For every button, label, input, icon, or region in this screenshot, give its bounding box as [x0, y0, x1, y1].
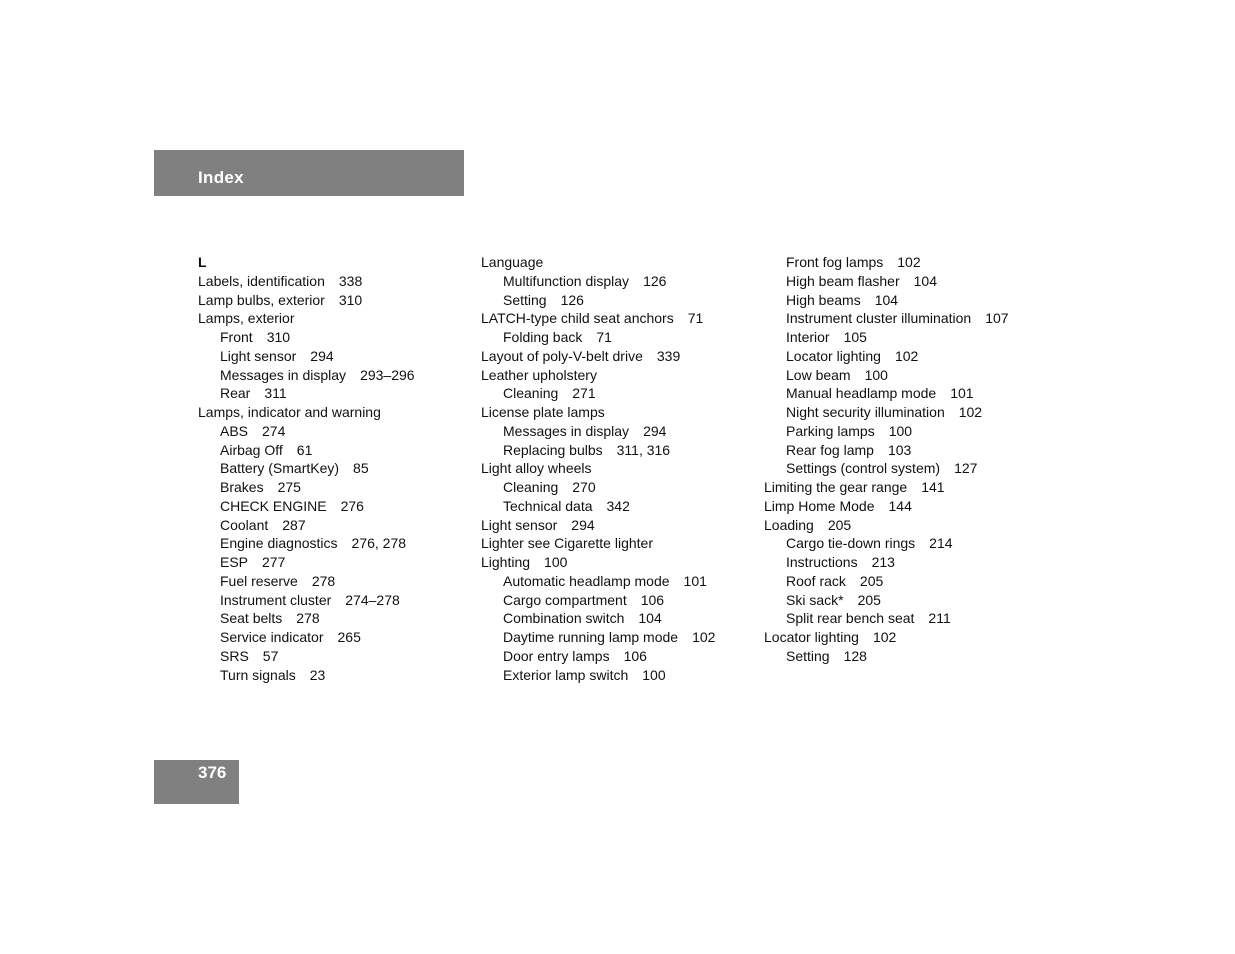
index-term: Light alloy wheels — [481, 460, 592, 477]
index-page-ref[interactable]: 287 — [282, 516, 306, 533]
index-term: Engine diagnostics — [220, 535, 338, 552]
index-page-ref[interactable]: 265 — [337, 629, 361, 645]
index-term: Turn signals — [220, 666, 296, 683]
index-subentry — [481, 272, 715, 291]
index-page-ref[interactable]: 294 — [310, 347, 334, 364]
index-subentry — [764, 309, 1009, 328]
index-term: Messages in display — [220, 366, 347, 383]
index-subentry — [198, 647, 415, 666]
index-subentry — [764, 384, 1009, 403]
index-entry — [481, 309, 715, 328]
index-term: Coolant — [220, 516, 269, 533]
index-entry — [764, 478, 1009, 497]
index-page-ref[interactable]: 205 — [827, 516, 852, 533]
index-page-ref[interactable]: 294 — [643, 422, 667, 439]
index-term: Front fog lamps — [786, 254, 884, 270]
index-page-ref[interactable]: 270 — [572, 479, 596, 495]
index-subentry — [764, 534, 1009, 553]
index-subentry — [481, 628, 715, 647]
index-term: ESP — [220, 554, 249, 570]
index-term: Manual headlamp mode — [786, 385, 937, 402]
index-subentry — [481, 497, 715, 516]
index-term: Instrument cluster illumination — [786, 310, 972, 327]
index-term: ABS — [220, 422, 249, 439]
index-page-ref[interactable]: 278 — [296, 610, 320, 627]
index-page-ref[interactable]: 71 — [687, 310, 704, 327]
index-page-ref[interactable]: 213 — [871, 554, 895, 570]
index-term: Setting — [503, 291, 547, 308]
index-term: Cargo tie-down rings — [786, 535, 916, 552]
index-subentry — [481, 291, 715, 310]
index-page-ref[interactable]: 101 — [683, 572, 707, 589]
index-page-ref[interactable]: 106 — [623, 647, 647, 664]
index-entry — [481, 366, 715, 385]
index-subentry — [198, 328, 415, 347]
index-page-ref[interactable]: 310 — [266, 329, 291, 345]
index-subentry — [764, 253, 1009, 272]
index-subentry — [198, 478, 415, 497]
index-page-ref[interactable]: 105 — [843, 329, 867, 345]
index-page-ref[interactable]: 106 — [640, 591, 665, 608]
index-subentry — [198, 628, 415, 647]
index-term: Airbag Off — [220, 441, 283, 458]
index-term: Replacing bulbs — [503, 441, 603, 458]
index-column-3 — [764, 253, 1009, 666]
index-subentry — [764, 553, 1009, 572]
index-page-ref[interactable]: 205 — [859, 572, 884, 589]
index-subentry — [764, 572, 1009, 591]
index-term: Light sensor — [220, 347, 297, 364]
index-page-ref[interactable]: 102 — [894, 347, 919, 364]
index-subentry — [481, 328, 715, 347]
index-subentry — [198, 347, 415, 366]
index-page-ref[interactable]: 103 — [887, 441, 912, 458]
index-term: Multifunction display — [503, 272, 630, 289]
index-entry — [764, 516, 1009, 535]
index-term: Brakes — [220, 479, 264, 495]
index-entry — [481, 516, 715, 535]
index-term: Battery (SmartKey) — [220, 460, 340, 477]
index-page-ref[interactable]: 205 — [857, 591, 881, 608]
index-term: Locator lighting — [786, 347, 881, 364]
index-term: LATCH-type child seat anchors — [481, 310, 674, 327]
index-subentry — [481, 647, 715, 666]
index-page-ref[interactable]: 61 — [296, 441, 313, 458]
index-term: Low beam — [786, 366, 851, 383]
index-subentry — [764, 647, 1009, 666]
index-term: SRS — [220, 647, 249, 664]
index-page-ref[interactable]: 102 — [692, 629, 716, 645]
index-subentry — [198, 609, 415, 628]
index-term: Cleaning — [503, 479, 559, 495]
index-page-ref[interactable]: 101 — [950, 385, 974, 402]
index-page-ref[interactable]: 311 — [264, 385, 287, 402]
index-subentry — [198, 553, 415, 572]
index-term: Split rear bench seat — [786, 610, 915, 627]
index-subentry — [764, 422, 1009, 441]
index-page-ref[interactable]: 293–296 — [360, 366, 415, 383]
index-page-ref[interactable]: 274 — [262, 422, 286, 439]
index-entry — [198, 291, 415, 310]
index-subentry — [764, 272, 1009, 291]
index-term: Limp Home Mode — [764, 497, 875, 514]
index-page-ref[interactable]: 57 — [262, 647, 279, 664]
index-term: Lamps, exterior — [198, 310, 295, 327]
index-page-ref[interactable]: 214 — [929, 535, 953, 552]
index-term: Door entry lamps — [503, 647, 610, 664]
index-term: Lamps, indicator and warning — [198, 404, 381, 420]
section-title: Index — [198, 168, 244, 187]
index-term: Night security illumination — [786, 404, 945, 420]
index-subentry — [481, 591, 715, 610]
index-term: Labels, identification — [198, 272, 325, 289]
index-page-ref[interactable]: 311, 316 — [616, 441, 671, 458]
index-subentry — [764, 366, 1009, 385]
index-subentry — [764, 609, 1009, 628]
index-term: Cargo compartment — [503, 591, 627, 608]
index-entry — [198, 403, 415, 422]
index-page-ref[interactable]: 144 — [888, 497, 912, 514]
index-page-ref[interactable]: 85 — [353, 460, 369, 477]
index-term: High beams — [786, 291, 861, 308]
index-page-ref[interactable]: 107 — [985, 310, 1009, 327]
index-subentry — [481, 609, 715, 628]
index-term: Cleaning — [503, 385, 559, 402]
index-term: Limiting the gear range — [764, 479, 908, 495]
index-entry — [481, 553, 715, 572]
index-page-ref[interactable]: 141 — [921, 479, 945, 495]
index-page-ref[interactable]: 126 — [643, 272, 667, 289]
index-page-ref[interactable]: 275 — [277, 479, 301, 495]
index-subentry — [764, 403, 1009, 422]
page-number: 376 — [198, 763, 227, 782]
index-subentry — [198, 441, 415, 460]
index-entry — [198, 272, 415, 291]
index-page-ref[interactable]: 71 — [596, 329, 612, 345]
index-term: Instructions — [786, 554, 858, 570]
index-subentry — [198, 459, 415, 478]
index-page-ref[interactable]: 127 — [954, 460, 978, 477]
index-entry — [481, 347, 715, 366]
page-number-box — [154, 760, 239, 804]
index-term: Locator lighting — [764, 629, 859, 645]
index-page-ref[interactable]: 276, 278 — [351, 535, 407, 552]
index-subentry — [764, 347, 1009, 366]
index-term: Combination switch — [503, 610, 625, 627]
index-entry — [481, 403, 715, 422]
index-term: Rear — [220, 385, 251, 402]
index-subentry — [481, 572, 715, 591]
index-subentry — [198, 666, 415, 685]
index-term: High beam flasher — [786, 272, 900, 289]
index-term: Exterior lamp switch — [503, 666, 629, 683]
index-page-ref[interactable]: 104 — [874, 291, 899, 308]
index-page-ref[interactable]: 100 — [642, 666, 666, 683]
section-header-bar — [154, 150, 464, 196]
index-page-ref[interactable]: 102 — [872, 629, 897, 645]
index-term: Lighting — [481, 554, 531, 570]
index-term: Folding back — [503, 329, 583, 345]
index-entry — [198, 309, 415, 328]
index-subentry — [481, 666, 715, 685]
index-page-ref[interactable]: 277 — [262, 554, 286, 570]
index-entry — [764, 497, 1009, 516]
index-term: Fuel reserve — [220, 572, 298, 589]
index-page-ref[interactable]: 102 — [958, 404, 983, 420]
index-term: Messages in display — [503, 422, 630, 439]
index-subentry — [198, 516, 415, 535]
index-term: Front — [220, 329, 253, 345]
index-page-ref[interactable]: 294 — [571, 516, 595, 533]
index-page-ref[interactable]: 339 — [656, 347, 681, 364]
index-term: Loading — [764, 516, 814, 533]
index-subentry — [198, 366, 415, 385]
index-term: Setting — [786, 647, 830, 664]
index-term: CHECK ENGINE — [220, 497, 327, 514]
index-term: L — [198, 254, 207, 270]
index-term: License plate lamps — [481, 404, 605, 420]
index-subentry — [764, 441, 1009, 460]
index-term: Parking lamps — [786, 422, 875, 439]
index-page-ref[interactable]: 23 — [309, 666, 326, 683]
index-subentry — [764, 591, 1009, 610]
index-term: Settings (control system) — [786, 460, 941, 477]
index-term: Instrument cluster — [220, 591, 332, 608]
index-subentry — [764, 291, 1009, 310]
index-page-ref[interactable]: 211 — [928, 610, 951, 627]
index-page-ref[interactable]: 274–278 — [345, 591, 400, 608]
index-page-ref[interactable]: 100 — [888, 422, 913, 439]
index-term: Lighter see Cigarette lighter — [481, 535, 653, 552]
index-page-ref[interactable]: 126 — [560, 291, 584, 308]
index-subentry — [764, 328, 1009, 347]
index-page-ref[interactable]: 310 — [338, 291, 363, 308]
index-page-ref[interactable]: 104 — [638, 610, 662, 627]
index-term: Roof rack — [786, 572, 846, 589]
index-subentry — [481, 478, 715, 497]
index-term: Layout of poly-V-belt drive — [481, 347, 643, 364]
index-page-ref[interactable]: 278 — [311, 572, 336, 589]
index-entry — [481, 253, 715, 272]
index-subentry — [764, 459, 1009, 478]
index-subentry — [198, 572, 415, 591]
index-page-ref[interactable]: 102 — [897, 254, 921, 270]
index-term: Leather upholstery — [481, 366, 597, 383]
index-subentry — [481, 422, 715, 441]
index-subentry — [198, 384, 415, 403]
index-column-2 — [481, 253, 715, 684]
index-term: Interior — [786, 329, 830, 345]
index-subentry — [198, 497, 415, 516]
index-page-ref[interactable]: 100 — [544, 554, 568, 570]
index-term: Seat belts — [220, 610, 283, 627]
index-term: Technical data — [503, 497, 593, 514]
index-subentry — [198, 534, 415, 553]
index-page-ref[interactable]: 338 — [338, 272, 363, 289]
index-entry — [764, 628, 1009, 647]
index-term: Rear fog lamp — [786, 441, 874, 458]
index-subentry — [481, 384, 715, 403]
index-page-ref[interactable]: 276 — [340, 497, 364, 514]
index-letter-heading — [198, 253, 415, 272]
index-subentry — [198, 591, 415, 610]
index-term: Lamp bulbs, exterior — [198, 291, 325, 308]
index-entry — [481, 459, 715, 478]
index-page-ref[interactable]: 104 — [913, 272, 937, 289]
index-term: Light sensor — [481, 516, 558, 533]
index-subentry — [198, 422, 415, 441]
index-term: Ski sack* — [786, 591, 844, 608]
index-term: Language — [481, 254, 544, 270]
index-subentry — [481, 441, 715, 460]
index-page-ref[interactable]: 342 — [606, 497, 630, 514]
index-entry — [481, 534, 715, 553]
index-page-ref[interactable]: 128 — [843, 647, 867, 664]
index-page-ref[interactable]: 100 — [864, 366, 888, 383]
index-term: Service indicator — [220, 629, 324, 645]
index-column-1 — [198, 253, 415, 684]
index-page-ref[interactable]: 271 — [572, 385, 596, 402]
index-term: Daytime running lamp mode — [503, 629, 679, 645]
index-term: Automatic headlamp mode — [503, 572, 670, 589]
